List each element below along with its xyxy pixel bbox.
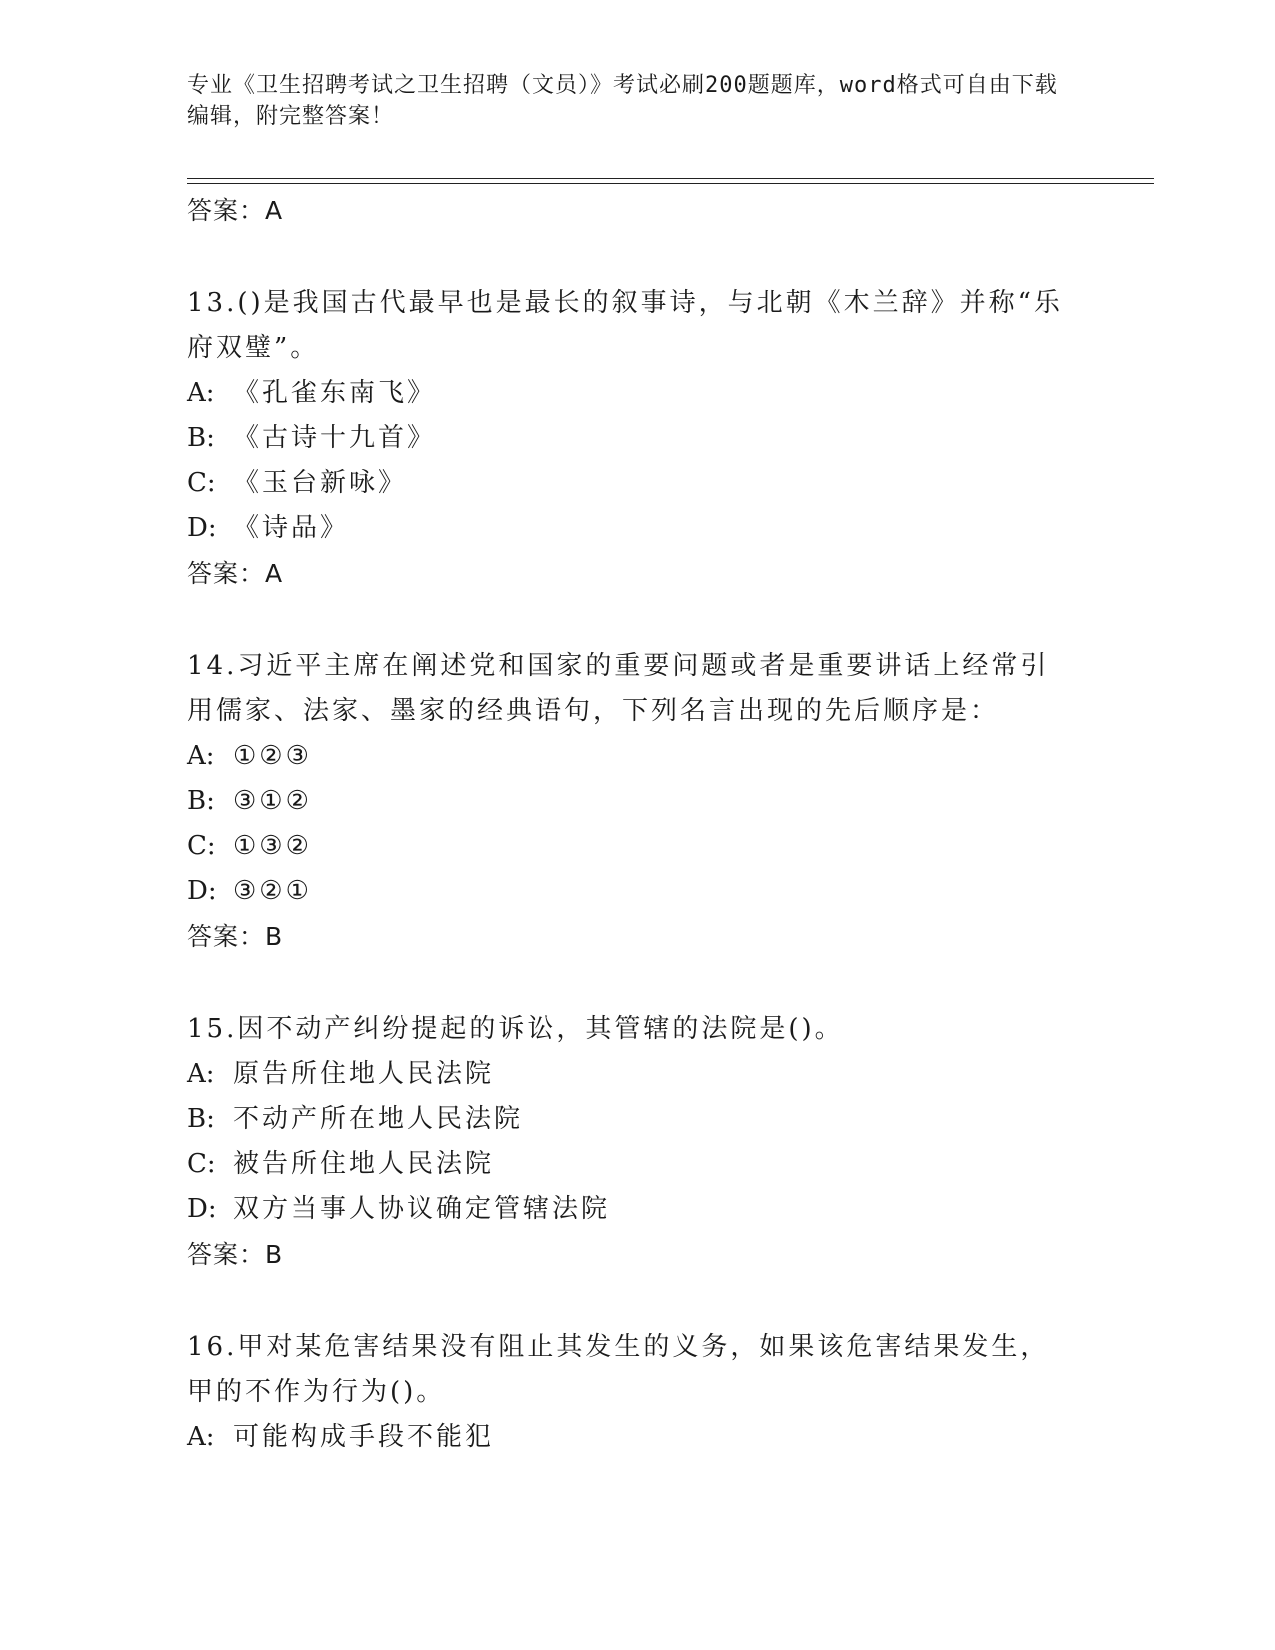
question-16 (187, 1325, 1087, 1460)
option-text: 被告所住地人民法院 (233, 1149, 495, 1179)
option-text: 《诗品》 (233, 513, 350, 543)
option-label: A: (187, 1422, 215, 1452)
option-text: 原告所住地人民法院 (233, 1059, 495, 1089)
option-label: B: (187, 423, 215, 453)
option-c (187, 461, 1087, 506)
option-text: ③①② (233, 786, 312, 816)
question-text: 16.甲对某危害结果没有阻止其发生的义务，如果该危害结果发生，甲的不作为行为()。 (187, 1332, 1050, 1407)
question-14 (187, 644, 1087, 960)
option-text: 可能构成手段不能犯 (233, 1422, 495, 1452)
option-d (187, 869, 1087, 914)
answer-line: 答案：A (187, 196, 284, 225)
option-label: D: (187, 513, 217, 543)
option-text: ①③② (233, 831, 312, 861)
question-list (187, 188, 1087, 1460)
option-text: 《孔雀东南飞》 (233, 378, 437, 408)
option-c (187, 824, 1087, 869)
option-text: ③②① (233, 876, 312, 906)
option-a (187, 1052, 1087, 1097)
option-a (187, 734, 1087, 779)
answer-line: 答案：B (187, 922, 284, 951)
option-label: C: (187, 1149, 216, 1179)
answer-line: 答案：B (187, 1240, 284, 1269)
option-label: A: (187, 378, 215, 408)
question-text: 13.()是我国古代最早也是最长的叙事诗，与北朝《木兰辞》并称“乐府双璧”。 (187, 288, 1063, 363)
option-text: 双方当事人协议确定管辖法院 (233, 1194, 611, 1224)
option-b (187, 1097, 1087, 1142)
header-divider-secondary (187, 183, 1154, 184)
question-text: 15.因不动产纠纷提起的诉讼，其管辖的法院是()。 (187, 1014, 844, 1044)
question-15 (187, 1007, 1087, 1278)
option-label: D: (187, 876, 217, 906)
option-text: 《玉台新咏》 (233, 468, 408, 498)
question-13 (187, 281, 1087, 597)
option-text: 不动产所在地人民法院 (233, 1104, 524, 1134)
option-b (187, 416, 1087, 461)
option-a (187, 371, 1087, 416)
option-text: 《古诗十九首》 (233, 423, 437, 453)
option-label: B: (187, 786, 215, 816)
header-divider (187, 178, 1154, 179)
option-label: A: (187, 1059, 215, 1089)
option-a (187, 1415, 1087, 1460)
option-label: D: (187, 1194, 217, 1224)
option-text: ①②③ (233, 741, 312, 771)
answer-line: 答案：A (187, 559, 284, 588)
option-d (187, 1187, 1087, 1232)
option-c (187, 1142, 1087, 1187)
document-header: 专业《卫生招聘考试之卫生招聘（文员）》考试必刷200题题库，word格式可自由下载编辑，附完整答案！ (187, 73, 1058, 129)
option-d (187, 506, 1087, 551)
option-label: C: (187, 468, 216, 498)
option-label: C: (187, 831, 216, 861)
option-label: B: (187, 1104, 215, 1134)
option-label: A: (187, 741, 215, 771)
option-b (187, 779, 1087, 824)
question-text: 14.习近平主席在阐述党和国家的重要问题或者是重要讲话上经常引用儒家、法家、墨家的经典语句，下列名言出现的先后顺序是： (187, 651, 1050, 726)
